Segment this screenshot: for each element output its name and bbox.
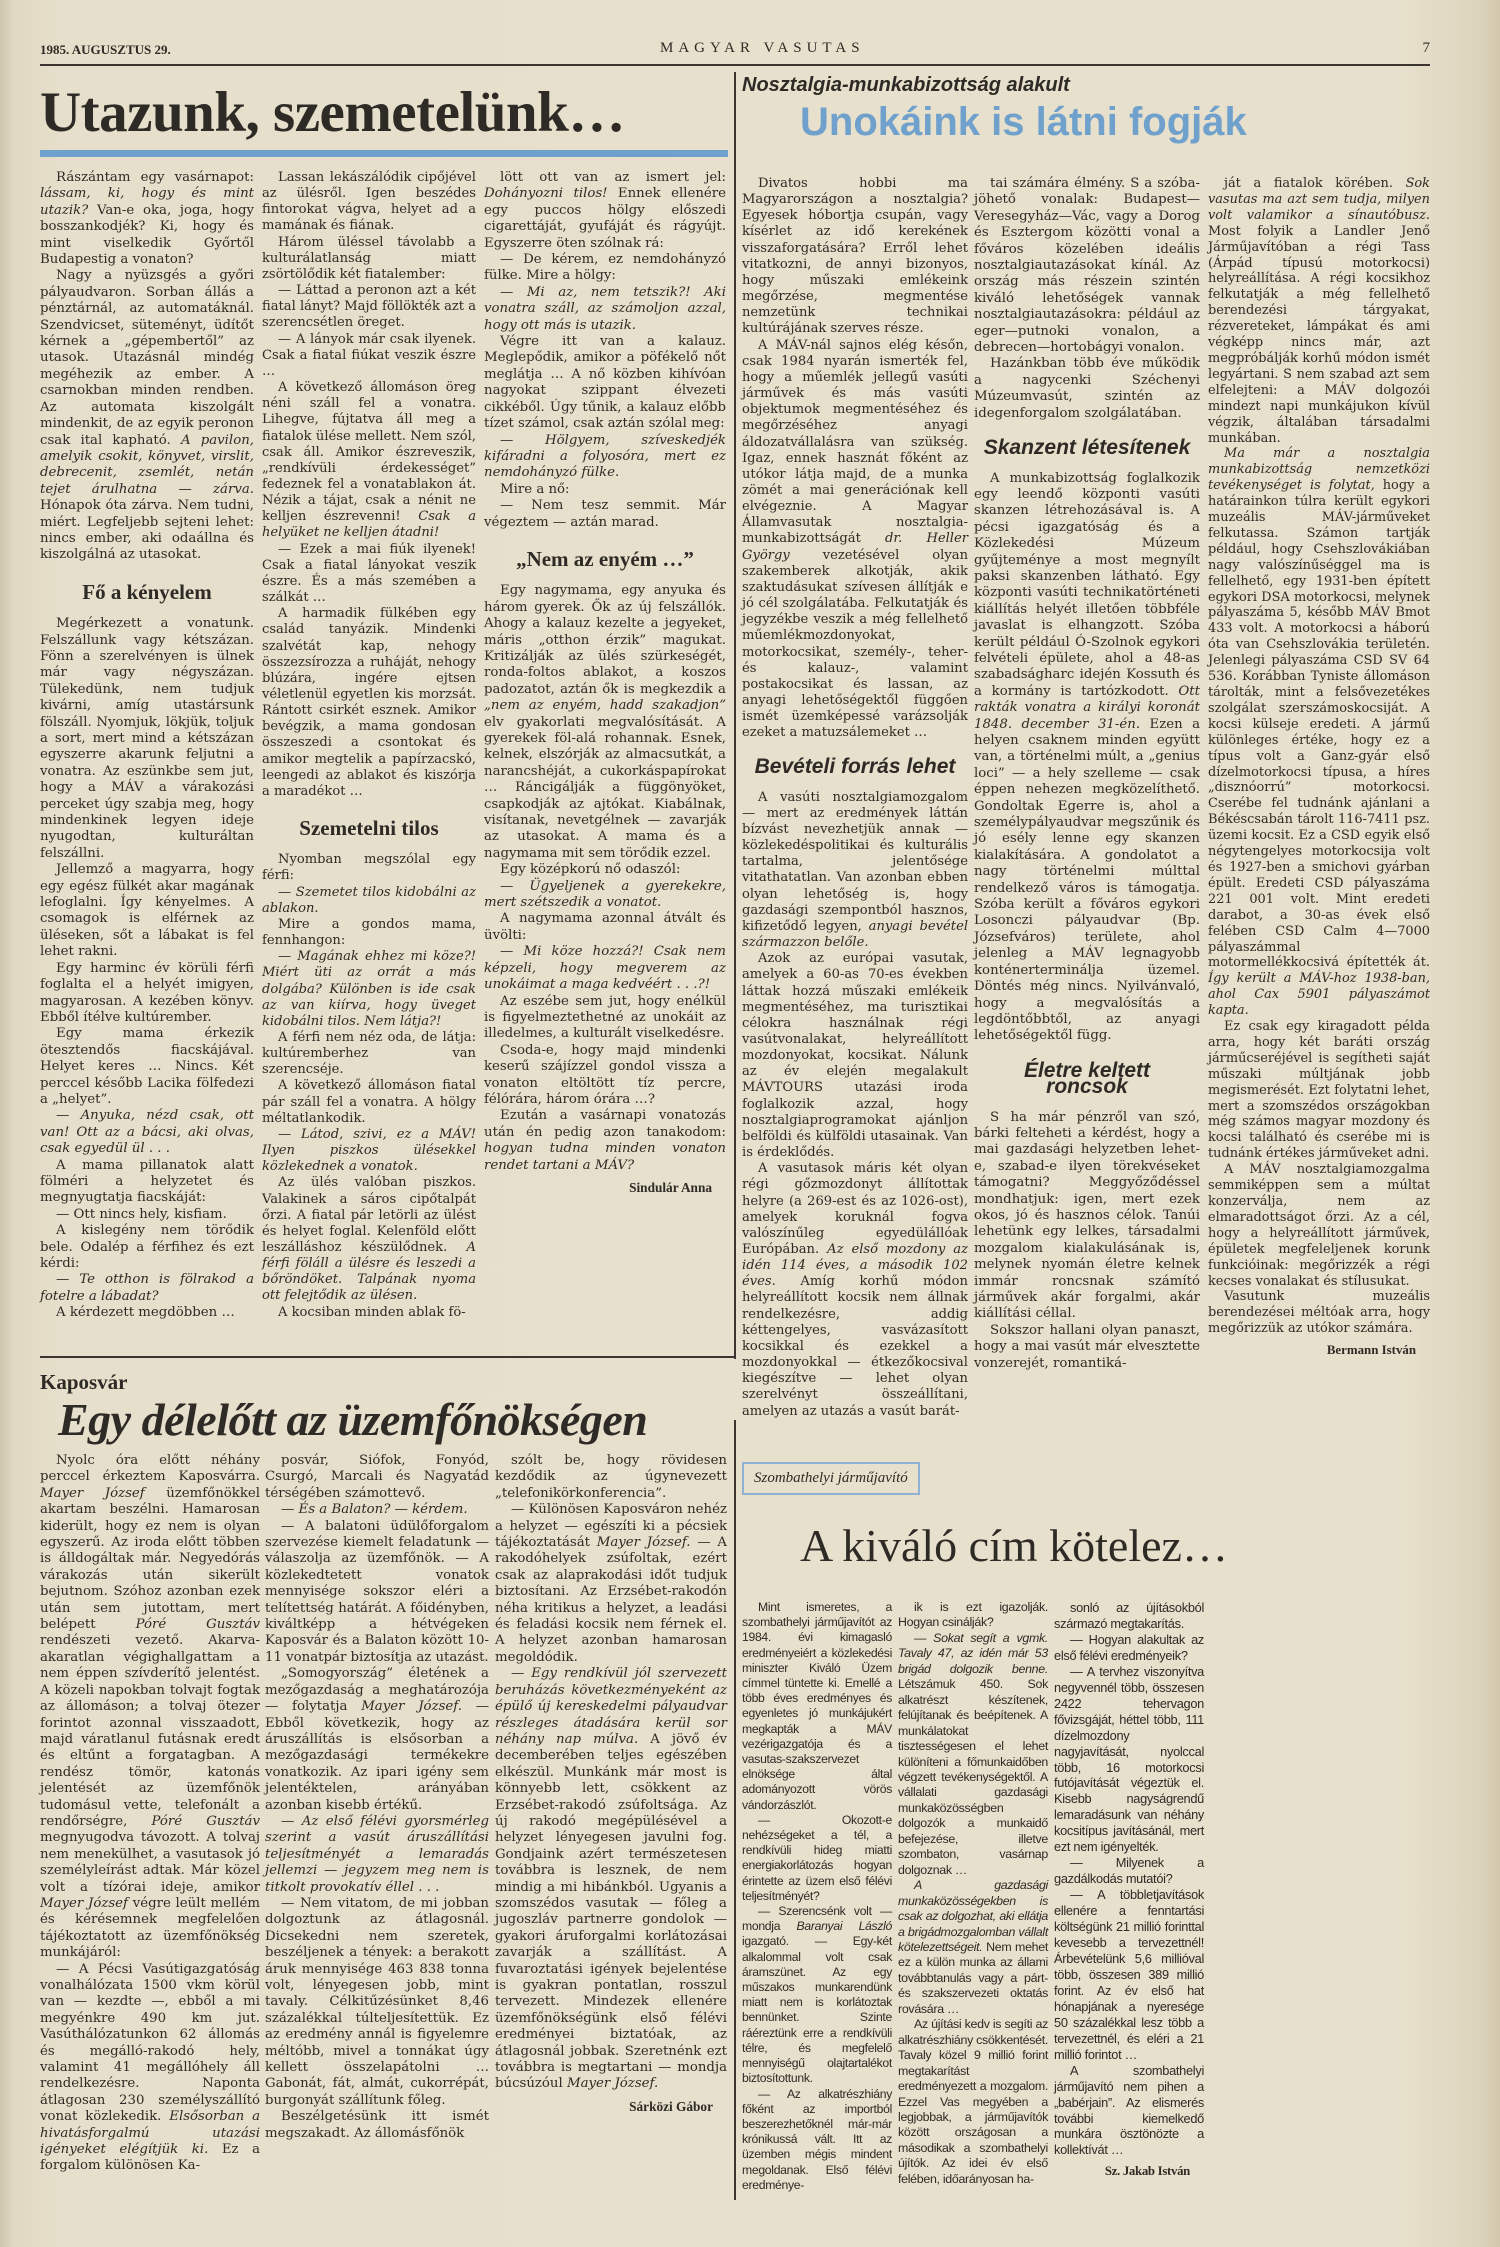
column-divider-lower xyxy=(734,1420,736,2200)
paragraph: Mire a gondos mama, fennhangon: xyxy=(262,916,476,949)
paragraph: Vasutunk muzeális berendezései méltóak arra, hogy megőrizzük az utókor számára. xyxy=(1208,1289,1430,1337)
paragraph: szólt be, hogy rövidesen kezdődik az úgynevezett „telefonikörkonferencia”. xyxy=(495,1453,727,1501)
article3-column-3 xyxy=(1208,176,1430,1359)
paragraph-list xyxy=(40,170,254,564)
paragraph: — Ezek a mai fiúk ilyenek! Csak a fiatal lányokat veszik észre. És a más szemében a szálkát … xyxy=(262,541,476,606)
paragraph: — Egy rendkívül jól szervezett beruházás következményeként az épülő új kereskedelmi pályaudvar részleges átadására kerül sor néhány nap múlva. A jövő év decemberében teljes egészében elkészül. Munkánk már most is könnyebb lett, csökkent az Erzsébet-rakodó zsúfoltsága. Az új rakodó megépülésével a helyzet lényegesen javulni fog. Gondjaink azért természetesen továbbra is lesznek, de nem mindig a mi hibánkból. Ugyanis a szomszédos vasutak — főleg a jugoszláv partnerre gondolok — gyakori áruforgalmi korlátozásai zavarják a szállítást. A fuvaroztatási igények bejelentése is gyakran pontatlan, rosszul tervezett. Mindezek ellenére üzemfőnökségünk első félévi eredményei biztatóak, az átlagosnál jobbak. Szeretnénk ezt továbbra is megtartani — mondja búcsúzóul Mayer József. xyxy=(495,1666,727,2092)
paragraph: Egy középkorú nő odaszól: xyxy=(500,862,681,878)
paragraph: A harmadik fülkében egy család tanyázik. Mindenki szalvétát kap, nehogy összezsírozza a ruháját, nehogy blúzára, ingére ejtsen véletlenül egyetlen kis morzsát. Rántott csirkét esznek. Amikor bevégzik, a mama gondosan összeszedi a csontokat és amikor megtelik a papírzacskó, leengedi az ablakot és kiszórja a maradékot … xyxy=(262,606,476,799)
paragraph: tai számára élmény. S a szóba-jöhető vonalak: Budapest—Veresegyház—Vác, vagy a Dorog és Esztergom közötti vonal a főváros közelében ideális nosztalgiautazásokat kínál. Az ország más részein szintén kiváló lehetőségek vannak nosztalgiautazásokra: például az eger—putnoki vonalon, a debrecen—hortobágyi vonalon. xyxy=(974,176,1200,356)
paragraph: Rászántam egy vasárnapot: lássam, ki, hogy és mint utazik? Van-e oka, joga, hogy bosszankodjék? Ki, hogy és mint viselkedik Győrtől Budapestig a vonaton? xyxy=(40,170,254,268)
paragraph-list xyxy=(742,790,968,1420)
paragraph: Nyomban megszólal egy férfi: xyxy=(262,852,476,884)
paragraph: — A lányok már csak ilyenek. Csak a fiatal fiúkat veszik észre … xyxy=(262,331,476,379)
paragraph: S ha már pénzről van szó, bárki felteheti a kérdést, hogy a mai gazdasági helyzetben lehet-e, szabad-e ilyen törekvéseket támogatni? Meggyőződéssel mondhatjuk: igen, mert ezek okos, jó és hasznos célok. Tanúi lehetünk egy lelkes, társadalmi mozgalom kialakulásának is, melynek nyomán életre kelnek immár roncsnak számító járművek akár forgalmi, akár kiállítási céllal. xyxy=(974,1109,1200,1322)
paragraph-list xyxy=(265,1453,489,2142)
paragraph: Mire a nő: xyxy=(500,481,570,497)
paragraph: Nagy a nyüzsgés a győri pályaudvaron. Sorban állás a pénztárnál, az automatáknál. Szendvicset, süteményt, üdítőt kérnek a „gépembertől” az utasok. Utazásnál mindég megéhezik az ember. A csarnokban minden rendben. Az automata kiszolgált mindenkit, de az egyik peronon csak ital kapható. A pavilon, amelyik csokit, könyvet, virslit, debrecenit, zsemlét, netán tejet árulhatna — zárva. Hónapok óta zárva. Nem tudni, miért. Legfeljebb sejteni lehet: nincs ember, aki odaállna és kiszolgálná az utasokat. xyxy=(40,268,254,563)
paragraph: — Az első félévi gyorsmérleg szerint a vasút áruszállítási teljesítményét a lemaradás jellemzi — jegyzem meg nem is titkolt provokatív éllel . . . xyxy=(265,1813,489,1895)
paragraph: — Szerencsénk volt — mondja Baranyai László igazgató. — Egy-két alkalommal volt csak áramszünet. Az egy műszakos munkarendünk miatt nem is korlátoztak bennünket. Szinte ráéreztünk erre a rendkívüli télre, és megfelelő mennyiségű olajtartalékot biztosítottunk. xyxy=(742,1904,893,2086)
article1-headline: Utazunk, szemetelünk… xyxy=(40,81,625,144)
paragraph: — A Pécsi Vasútigazgatóság vonalhálózata 1500 vkm körül van — kezdte —, ebből a mi megyénkre 490 km jut. Vasúthálózatunkon 62 állomás és megálló-rakodó hely, valamint 41 megállóhely áll rendelkezésre. Naponta átlagosan 230 személyszállító vonat közlekedik. Elsősorban a hivatásforgalmú utazási igényeket elégítjük ki. Ez a forgalom különösen Ka- xyxy=(40,1961,260,2174)
paragraph: A munkabizottság foglalkozik egy leendő központi vasúti skanzen létrehozásával is. A pécsi igazgatóság és a Közlekedési Múzeum gyűjteménye a most megnyílt paksi skanzenben látható. Egy központi vasúti technikatörténeti kiállítás helyét illetően többféle javaslat is elhangzott. Szóba került például Ó-Szolnok egykori felvételi épülete, ahol a 48-as szabadságharc idején Kossuth és a kormány is tartózkodott. Ott rakták vonatra a királyi koronát 1848. december 31-én. Ezen a helyen csaknem minden együtt van, a történelmi múlt, a „genius loci” — a hely szelleme — csak éppen nehezen megközelíthető. Gondoltak Egerre is, ahol a személypályaudvar megszűnik és jó esély lenne egy skanzen kialakítására. A gondolatot a nagy történelmi múlttal rendelkező város is támogatja. Szóba került a főváros egykori Losonczi pályaudvar (Bp. Józsefváros) területe, ahol jelenleg a MÁV legnagyobb konténerterminálja üzemel. Döntés még nincs. Nyilvánvaló, hogy a megvalósítás a legdöntőbbtől, az anyagi lehetőségektől függ. xyxy=(974,470,1201,1044)
paragraph: Lassan lekászálódik cipőjével az ülésről. Igen beszédes fintorokat vágva, helyet ad a mamának és fiának. xyxy=(262,170,476,234)
article2-author: Sárközi Gábor xyxy=(629,2098,713,2114)
paragraph: „Somogyország” életének a mezőgazdaság a meghatározója — folytatja Mayer József. — Ebből következik, hogy az áruszállítás is elsősorban a mezőgazdasági termékekre vonatkozik. Az ipari igény sem jelentéktelen, arányában azonban kisebb értékű. xyxy=(265,1666,489,1813)
paragraph: Nyolc óra előtt néhány perccel érkeztem Kaposvárra. Mayer József üzemfőnökkel akartam beszélni. Hamarosan kiderült, hogy ez nem is olyan egyszerű. Az iroda előtt többen is álldogáltak már. Negyedórás várakozás után sikerült bejutnom. Szóhoz azonban ezek után sem jutottam, mert belépett Póré Gusztáv rendészeti vezető. Akarva-akaratlan végighallgattam a nem éppen szívderítő jelentést. A közeli napokban tolvajt fogtak az állomáson; a tolvaj ötezer forintot azonnal visszaadott, majd váratlanul futásnak eredt és eltűnt a forgatagban. A rendész tömör, katonás jelentését az üzemfőnök tudomásul vette, telefonált a rendőrségre, Póré Gusztáv megnyugodva távozott. A tolvaj nem menekülhet, a vasutasok jó személyleírást adtak. Már közel volt a tízórai ideje, amikor Mayer József végre leült mellém és kérésemnek megfelelően tájékoztatott az üzemfőnökség munkájáról: xyxy=(40,1453,260,1961)
paragraph: A következő állomáson fiatal pár száll fel a vonatra. A hölgy méltatlankodik. xyxy=(262,1078,476,1126)
paragraph: lött ott van az ismert jel: Dohányozni tilos! Ennek ellenére egy puccos hölgy előszedi cigarettáját, gyufáját és rágyújt. Egyszerre öten szólnak rá: xyxy=(484,170,726,251)
subheading-eletre-keltett: Életre keltett roncsok xyxy=(1023,1058,1151,1099)
paragraph: A mama pillanatok alatt fölméri a helyzetet és megnyugtatja fiacskáját: xyxy=(40,1157,254,1206)
article3-author: Bermann István xyxy=(1326,1343,1416,1358)
paragraph: Megérkezett a vonatunk. Felszállunk vagy kétszázan. Fönn a szerelvényen is ülnek már vagy négyszázan. Tülekedünk, nem tudjuk kivárni, amíg utastársunk fölszáll. Nyomjuk, lökjük, toljuk a sort, mert mind a kétszázan egyszerre akarunk feljutni a vonatra. Az eszünkbe sem jut, hogy a MÁV a várakozási perceket úgy szabja meg, hogy mindenkinek legyen ideje nyugodtan, kulturáltan felszállni. xyxy=(40,616,254,861)
paragraph: A szombathelyi járműjavító nem pihen a „babérjain”. Az elismerés további kiemelkedő munkára ösztönözte a kollektívát … xyxy=(1054,2062,1204,2158)
paragraph: — A balatoni üdülőforgalom szervezése kiemelt feladatunk — válaszolja az üzemfőnök. — A közlekedtetett vonatok mennyisége sokszor eléri a telítettség határát. A főidényben, kiváltképp a hétvégeken Kaposvár és a Balaton között 10-11 vonatpár biztosítja az utazást. xyxy=(265,1518,489,1665)
newspaper-title: MAGYAR VASUTAS xyxy=(660,40,865,56)
paragraph: ját a fiatalok körében. Sok vasutas ma azt sem tudja, milyen volt valamikor a sínautóbusz. Most folyik a Landler Jenő Járműjavítóban a régi Tass (Árpád típusú motorkocsi) helyreállítása. A régi kocsikhoz felkutatják a még fellelhető berendezési tárgyakat, rézvereteket, lámpákat és ami végképp nincs már, azt megpróbálják korhű módon ismét legyártani. S nem szabad azt sem elfelejteni: a MÁV dolgozói mindezt napi munkájukon kívül végzik, általában társadalmi munkában. xyxy=(1208,176,1430,446)
paragraph: — Mi köze hozzá?! Csak nem képzeli, hogy megverem az unokáimat a maga kedvéért . . .?! xyxy=(484,944,727,993)
paragraph: A vasúti nosztalgiamozgalom — mert az eredmények láttán bízvást nevezhetjük annak — közlekedéspolitikai és kulturális tartalma, jelentősége vitathatatlan. Van azonban ebben olyan lehetőség is, hogy gazdasági szempontból hasznos, kifizetődő legyen, anyagi bevétel származzon belőle. xyxy=(742,789,969,951)
article3-kicker: Nosztalgia-munkabizottság alakult xyxy=(742,74,1070,96)
article3-column-1 xyxy=(742,176,968,1420)
paragraph: Csoda-e, hogy majd mindenki keserű szájízzel gondol vissza a vonaton eltöltött tíz percre, félórára, három órára …? xyxy=(484,1042,726,1107)
paragraph-list xyxy=(262,170,476,800)
paragraph: — Okozott-e nehézségeket a tél, a rendkívüli hideg miatti energiakorlátozás hogyan érintette az üzem első félévi teljesítményét? xyxy=(742,1812,892,1903)
paragraph: Három üléssel távolabb a kulturálatlanság miatt zsörtölődik két fiatalember: xyxy=(262,234,476,282)
paragraph-list xyxy=(40,616,254,1321)
paragraph: — Különösen Kaposváron nehéz a helyzet — egészíti ki a pécsiek tájékoztatását Mayer József. — A rakodóhelyek zsúfoltak, ezért csak az alaprakodási időt tudjuk biztosítani. Az Erzsébet-rakodón néha kritikus a helyzet, a leadási és feladási kocsik nem férnek el. A helyzet azonban hamarosan megoldódik. xyxy=(495,1502,727,1665)
paragraph: — Ügyeljenek a gyerekekre, mert szétszedik a vonatot. xyxy=(484,878,726,911)
paragraph-list xyxy=(484,170,726,531)
paragraph: A kislegény nem törődik bele. Odalép a férfihez és ezt kérdi: xyxy=(40,1223,254,1271)
paragraph: A nagymama azonnal átvált és üvölti: xyxy=(484,911,726,943)
paragraph-list xyxy=(40,1453,260,2175)
paragraph: Azok az európai vasutak, amelyek a 60-as 70-es években láttak hozzá műszaki emlékeik megmentéséhez, ma turisztikai célokra használnak régi vasútvonalakat, helyreállított mozdonyokat, kocsikat. Nálunk az év elején megalakult MÁVTOURS utazási iroda foglalkozik azzal, hogy nosztalgiaprogramokat ajánljon belföldi és külföldi utasainak. Van is érdeklődés. xyxy=(742,951,968,1161)
paragraph-list xyxy=(484,583,726,1174)
paragraph: ik is ezt igazolják. Hogyan csinálják? xyxy=(898,1600,1048,1630)
paragraph: — És a Balaton? — kérdem. xyxy=(281,1502,468,1518)
paragraph: Mint ismeretes, a szombathelyi járműjavítót az 1984. évi kimagasló eredményeiért a közlekedési miniszter Kiváló Üzem címmel tüntette ki. Emellé a több éves eredményes és egyenletes jó munkájukért megkapták a MÁV vezérigazgatója és a vasutas-szakszervezet elnöksége által adományozott vörös vándorzászlót. xyxy=(742,1600,892,1812)
subheading-nem-az-enyem: „Nem az enyém …” xyxy=(516,546,694,571)
paragraph-list xyxy=(1054,1600,1204,2158)
section-divider-left xyxy=(40,1356,734,1358)
paragraph: — Látod, szivi, ez a MÁV! Ilyen piszkos ülésekkel közlekednek a vonatok. xyxy=(262,1126,476,1175)
paragraph: A gazdasági munkaközösségekben is csak az dolgozhat, aki ellátja a brigádmozgalomban vállalt kötelezettségeit. Nem mehet ez a külön munka az állami továbbtanulás vagy a párt- és szakszervezeti oktatás rovására … xyxy=(898,1878,1048,2016)
paragraph: — De kérem, ez nemdohányzó fülke. Mire a hölgy: xyxy=(484,252,726,284)
paragraph: Ez csak egy kiragadott példa arra, hogy két baráti ország járműcseréjével is segítheti saját műszaki múltjának jobb megismerését. Ezt folytatni lehet, mert a szomszédos országokban még számos magyar mozdony és kocsi található és cserébe mi is tudnánk értékes járműveket adni. xyxy=(1208,1019,1430,1162)
paragraph: — Szemetet tilos kidobálni az ablakon. xyxy=(262,884,476,916)
paragraph: A következő állomáson öreg néni száll fel a vonatra. Lihegve, fújtatva áll meg a fiatalok ülése mellett. Nem szól, csak áll. Amikor észreveszik, „rendkívüli érdekességet” fedeznek fel a vonatablakon át. Nézik a tájat, csak a nénit ne kelljen észrevenni! Csak a helyüket ne kelljen átadni! xyxy=(262,380,476,541)
paragraph-list xyxy=(742,176,968,741)
paragraph: — Hogyan alakultak az első félévi eredményeik? xyxy=(1054,1631,1204,1663)
paragraph: A MÁV nosztalgiamozgalma semmiképpen sem a múltat konzerválja, nem az elmaradottságot őrzi. Az a cél, hogy a helyreállított járművek, épületek megfeleljenek korunk funkcióinak: megőrizzék a régi kecses vonalakat és stílusukat. xyxy=(1208,1162,1430,1289)
paragraph: Végre itt van a kalauz. Meglepődik, amikor a pöfékelő nőt meglátja … A nő közben kihívóan nagyokat szippant élvezeti cikkéből. Úgy tűnik, a kalauz előbb tízet számol, csak aztán szólal meg: xyxy=(484,334,726,432)
paragraph: — Anyuka, nézd csak, ott van! Ott az a bácsi, aki olvas, csak egyedül ül . . . xyxy=(40,1108,254,1157)
paragraph: — Ott nincs hely, kisfiam. xyxy=(56,1206,227,1222)
column-divider-main xyxy=(734,72,736,1359)
paragraph: A kocsiban minden ablak fö- xyxy=(278,1304,466,1320)
article4-column-2 xyxy=(898,1600,1048,2187)
article3-headline: Unokáink is látni fogják xyxy=(800,100,1247,144)
paragraph: A kérdezett megdöbben … xyxy=(56,1305,235,1321)
paragraph: Egy harminc év körüli férfi foglalta el a helyét imigyen, magyarosan. A kezében könyv. Ebből ítélve kultúrember. xyxy=(40,960,254,1025)
paragraph-list xyxy=(974,1110,1200,1373)
paragraph: Hazánkban több éve működik a nagycenki Széchenyi Múzeumvasút, szintén az idegenforgalom szolgálatában. xyxy=(974,356,1200,421)
paragraph: Beszélgetésünk itt ismét megszakadt. Az állomásfőnök xyxy=(265,2109,489,2141)
paragraph: — Nem tesz semmit. Már végeztem — aztán marad. xyxy=(484,498,726,530)
article4-column-1 xyxy=(742,1600,892,2193)
paragraph: — A többletjavítások ellenére a fenntartási költségünk 21 millió forinttal kevesebb a tervezettnél! Árbevételünk 5,6 millióval több, összesen 389 millió forint. Az év első hat hónapjának a nyeresége 50 százalékkal lesz több a tervezettnél, és eléri a 21 millió forintot … xyxy=(1054,1887,1204,2062)
article3-column-2 xyxy=(974,176,1200,1372)
article2-headline: Egy délelőtt az üzemfőnökségen xyxy=(58,1394,648,1445)
article4-column-3 xyxy=(1054,1600,1204,2180)
article2-column-2 xyxy=(265,1453,489,2142)
masthead xyxy=(40,38,1430,66)
paragraph-list xyxy=(898,1600,1048,2187)
paragraph: Jellemző a magyarra, hogy egy egész fülkét akar magának lefoglalni. Így kényelmes. A csomagok is elférnek az üléseken, sőt a lábakat is fel lehet rakni. xyxy=(40,862,254,960)
paragraph: Az ülés valóban piszkos. Valakinek a sáros cipőtalpát őrzi. A fiatal pár letörli az ülést és helyet foglal. Kelenföld előtt leszálláshoz készülődnek. A férfi föláll a ülésre és leszedi a bőröndöket. Talpának nyoma ott felejtődik az ülésen. xyxy=(262,1175,476,1304)
page-number: 7 xyxy=(1422,40,1430,56)
paragraph: — Láttad a peronon azt a két fiatal lányt? Majd föllökték azt a szerencsétlen öreget. xyxy=(262,283,477,331)
paragraph-list xyxy=(974,176,1200,422)
paragraph: — Nem vitatom, de mi jobban dolgoztunk az átlagosnál. Dicsekedni nem szeretek, beszéljenek a tények: a berakott áruk mennyisége 463 838 tonna volt, lényegesen jobb, mint tavaly. Célkitűzésünket 8,46 százalékkal túlteljesítettük. Ez az eredmény annál is figyelemre méltóbb, mivel a tonnákat úgy kellett összelapátolni … Gabonát, fát, almát, cukorrépát, burgonyát szállítunk főleg. xyxy=(265,1895,489,2108)
paragraph: — Milyenek a gazdálkodás mutatói? xyxy=(1054,1855,1204,1887)
paragraph: sonló az újításokból származó megtakarítás. xyxy=(1054,1600,1204,1631)
paragraph: Egy mama érkezik ötesztendős fiacskájával. Helyet keres … Nincs. Két perccel később Lacika fölfedezi a „helyet”. xyxy=(40,1026,254,1107)
article1-column-2 xyxy=(262,170,476,1321)
article1-author: Sindulár Anna xyxy=(629,1179,712,1195)
article2-column-3 xyxy=(495,1453,727,2115)
article4-author: Sz. Jakab István xyxy=(1104,2164,1190,2179)
paragraph: — A tervhez viszonyítva negyvennél több, összesen 2422 tehervagon fővizsgáját, héttel több, 111 dízelmozdony nagyjavítását, nyolccal több, 16 motorkocsi futójavítását végeztük el. Kisebb nagyságrendű lemaradásunk van néhány kocsitípus javításánál, mert ezt nem igényelték. xyxy=(1054,1663,1204,1855)
paragraph: — Te otthon is fölrakod a fotelre a lábadat? xyxy=(40,1272,254,1304)
paragraph: — Magának ehhez mi köze?! Miért üti az orrát a más dolgába? Különben is ide csak az van kiírva, hogy üveget kidobálni tilos. Nem látja?! xyxy=(262,949,476,1029)
paragraph: Egy nagymama, egy anyuka és három gyerek. Ők az új felszállók. Ahogy a kalauz kezelte a jegyeket, máris „otthon érzik” magukat. Kritizálják az ülés szürkeségét, ronda-foltos ablakot, a koszos padozatot, aztán ők is megkezdik a „nem az enyém, hadd szakadjon” elv gyakorlati megvalósítását. A gyerekek föl-alá rohannak. Esnek, kelnek, elszórják az almacsutkát, a narancshéját, a cukorkáspapírokat … Ráncigálják a függönyöket, csapkodják az ajtókat. Kiabálnak, visítanak, nevetgélnek — zavarják az utasokat. A mama és a nagymama mit sem törődik ezzel. xyxy=(484,583,726,861)
paragraph: — Az alkatrészhiány főként az importból beszerezhetőknél már-már krónikussá vált. Itt az üzemben mégis mindent megoldanak. Első félévi eredménye- xyxy=(742,2086,892,2192)
paragraph-list xyxy=(262,852,476,1321)
article1-column-1 xyxy=(40,170,254,1322)
paragraph-list xyxy=(974,471,1200,1045)
paragraph-list xyxy=(742,1600,892,2193)
paragraph: Sokszor hallani olyan panaszt, hogy a mai vasút már elvesztette vonzerejét, romantiká- xyxy=(974,1322,1200,1371)
issue-date: 1985. AUGUSZTUS 29. xyxy=(40,42,171,57)
paragraph: — Mi az, nem tetszik?! Aki vonatra száll, az számoljon azzal, hogy ott más is utazik. xyxy=(484,284,726,333)
paragraph: Az eszébe sem jut, hogy enélkül is figyelmeztethetné az unokáit az illedelmes, a kulturált viselkedésre. xyxy=(484,993,726,1042)
article4-headline: A kiváló cím kötelez… xyxy=(800,1520,1228,1571)
article2-column-1 xyxy=(40,1453,260,2175)
subheading-fo-a-kenyelem: Fő a kényelem xyxy=(82,579,212,604)
article1-accent-bar xyxy=(40,150,728,157)
paragraph: — Hölgyem, szíveskedjék kifáradni a folyosóra, mert ez nemdohányzó fülke. xyxy=(484,432,726,481)
paragraph: Ezután a vasárnapi vonatozás után én pedig azon tanakodom: hogyan tudna minden vonaton rendet tartani a MÁV? xyxy=(484,1108,726,1173)
paragraph: Az újítási kedv is segíti az alkatrészhiány csökkentését. Tavaly közel 9 millió forint megtakarítást eredményezett a mozgalom. Ezzel Vas megyében a legjobbak, a járműjavítók között országosan a másodikak a szombathelyi újítók. Az idei év első felében, időarányosan ha- xyxy=(898,2017,1049,2186)
paragraph-list xyxy=(495,1453,727,2093)
paragraph: Divatos hobbi ma Magyarországon a nosztalgia? Egyesek hóbortja csupán, vagy kísérlet az idő kerekének visszaforgatására? Erről lehet vitatkozni, de annyi bizonyos, hogy műszaki emlékeink megőrzése, megmentése nemzetünk technikai kultúrájának szerves része. xyxy=(742,176,968,337)
article2-kicker: Kaposvár xyxy=(40,1370,128,1394)
subheading-skanzent: Skanzent létesítenek xyxy=(983,436,1191,460)
article4-kicker: Szombathelyi járműjavító xyxy=(742,1462,920,1495)
paragraph-list xyxy=(1208,176,1430,1337)
paragraph: A férfi nem néz oda, de látja: kultúremberhez van szerencséje. xyxy=(262,1029,476,1078)
subheading-beveteli-forras: Bevételi forrás lehet xyxy=(754,755,956,779)
paragraph: Ma már a nosztalgia munkabizottság nemzetközi tevékenységet is folytat, hogy a határainkon túlra került egykori muzeális MÁV-járműveket felkutassa. Számon tartják például, hogy Csehszlovákiában nagy valószínűséggel ma is fellelhető, egy 1931-ben épített egykori DSA motorkocsi, melynek pályaszáma 5, később MÁV Bmot 433 volt. A motorkocsi a háború óta van Csehszlovákia területén. Jelenlegi pályaszáma CSD SV 64 536. Korábban Tyniste állomáson tárolták, mint a felsővezetékes szolgálat szerszámoskocsiját. A kocsi külseje eredeti. A jármű különleges értéke, hogy ez a típus volt a Ganz-gyár első dízelmotorkocsi típusa, a híres „disznóorrú” motorkocsi. Cserébe fel tudnánk ajánlani a Békéscsabán tárolt 116-7411 psz. üzemi kocsit. Ez a CSD egyik első négytengelyes motorkocsija volt és 1927-ben a smichovi gyárban épült. Eredeti CSD pályaszáma 221 001 volt. Mint eredeti darabot, a 30-as évek első felében CSD Calm 4—7000 pályaszámmal motormellékkocsivá építették át. Így került a MÁV-hoz 1938-ban, ahol Cax 5901 pályaszámot kapta. xyxy=(1208,446,1431,1019)
paragraph: A MÁV-nál sajnos elég későn, csak 1984 nyarán ismerték fel, hogy a műemlék jellegű vasúti járművek és más vasúti objektumok megmentéséhez és megőrzéséhez anyagi áldozatvállalásra van szükség. Igaz, ennek hasznát főként az utókor látja majd, de a munka zömét a mai generációnak kell elvégeznie. A Magyar Államvasutak nosztalgia-munkabizottságát dr. Heller György vezetésével olyan szakemberek alkotják, akik szaktudásukat szívesen állítják e jó cél szolgálatába. Felkutatják és jegyzékbe veszik a még fellelhető műemlékmozdonyokat, motorkocsikat, személy-, teher- és kalauz-, valamint postakocsikat és lassan, az anyagi lehetőségektől függően ismét üzemképessé varázsolják ezeket a matuzsálemeket … xyxy=(742,337,968,741)
paragraph: A vasutasok máris két olyan régi gőzmozdonyt állítottak helyre (a 269-est és az 1026-ost), amelyek koruknál fogva valószínűleg egyedülállóak Európában. Az első mozdony az idén 114 éves, a második 102 éves. Amíg korhű módon helyreállított kocsik nem állnak rendelkezésre, addig kéttengelyes, vasvázasított kocsikkal és ezekkel a mozdonyokkal — étkezőkocsival kiegészítve — lehet olyan szerelvényt összeállítani, amelyen az utazás a vasút barát- xyxy=(742,1161,968,1419)
article1-column-3 xyxy=(484,170,726,1196)
paragraph: posvár, Siófok, Fonyód, Csurgó, Marcali és Nagyatád térségében számottevő. xyxy=(265,1453,489,1501)
paragraph: — Sokat segít a vgmk. Tavaly 47, az idén már 53 brigád dolgozik benne. Létszámuk 450. Sok alkatrészt készítenek, felújítanak és beépítenek. A munkálatokat tisztességesen el lehet különíteni a főmunkaidőben végzett tevékenységektől. A vállalati gazdasági munkaközösségben dolgozók a munkaidő befejezése, illetve szombaton, vasárnap dolgoznak … xyxy=(898,1630,1048,1877)
subheading-szemetelni-tilos: Szemetelni tilos xyxy=(299,816,439,841)
